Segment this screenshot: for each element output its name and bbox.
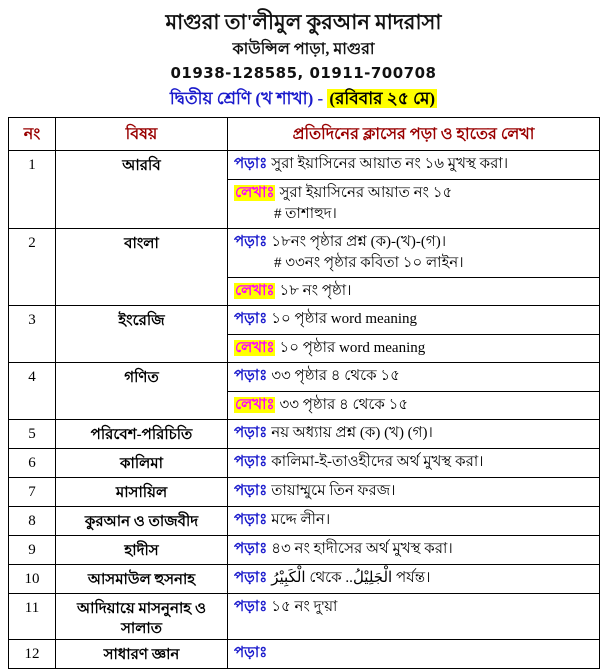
row-number: 6 [9, 449, 56, 478]
lesson-cell [228, 306, 600, 363]
read-label: পড়াঃ [234, 570, 268, 586]
read-label: পড়াঃ [234, 512, 268, 528]
read-entry [228, 306, 599, 334]
subject-cell: আসমাউল হুসনাহ [56, 565, 228, 594]
lesson-cell [228, 363, 600, 420]
read-text-arabic: الْكَبِيْرُ থেকে ..الْجَلِيْلُ পর্যন্ত। [271, 570, 431, 586]
read-text: সুরা ইয়াসিনের আয়াত নং ১৬ মুখস্থ করা। [271, 156, 509, 172]
read-entry [228, 507, 599, 535]
lesson-cell [228, 536, 600, 565]
table-row [9, 306, 600, 363]
table-row [9, 420, 600, 449]
subject-cell: কালিমা [56, 449, 228, 478]
read-entry [228, 565, 599, 593]
read-label: পড়াঃ [234, 234, 268, 250]
date-highlight: (রবিবার ২৫ মে) [329, 89, 436, 108]
lesson-cell [228, 151, 600, 229]
read-entry [228, 363, 599, 391]
write-label: লেখাঃ [235, 340, 275, 356]
table-row [9, 363, 600, 420]
row-number: 8 [9, 507, 56, 536]
read-text: ১০ পৃষ্ঠার word meaning [271, 311, 418, 327]
write-text: সুরা ইয়াসিনের আয়াত নং ১৫ [279, 185, 453, 201]
col-header-subject: বিষয় [56, 118, 228, 151]
write-label: লেখাঃ [235, 283, 275, 299]
class-line [0, 86, 607, 111]
lesson-cell [228, 449, 600, 478]
read-entry [228, 594, 599, 622]
write-text-line2: # তাশাহুদ। [274, 206, 337, 222]
read-label: পড়াঃ [234, 454, 268, 470]
row-number: 7 [9, 478, 56, 507]
document-header [0, 7, 607, 111]
read-label: পড়াঃ [234, 483, 268, 499]
table-row [9, 507, 600, 536]
subject-cell: হাদীস [56, 536, 228, 565]
lesson-cell [228, 420, 600, 449]
read-text: নয় অধ্যায় প্রশ্ন (ক) (খ) (গ)। [271, 425, 433, 441]
row-number: 3 [9, 306, 56, 363]
subject-cell: আদিয়ায়ে মাসনুনাহ ও সালাত [56, 594, 228, 640]
read-entry [228, 151, 599, 179]
write-text: ১০ পৃষ্ঠার word meaning [279, 340, 426, 356]
class-section-label: দ্বিতীয় শ্রেণি (খ শাখা) - [169, 89, 328, 108]
table-row [9, 536, 600, 565]
table-row [9, 594, 600, 640]
read-entry [228, 229, 599, 277]
col-header-serial: নং [9, 118, 56, 151]
write-text: ৩৩ পৃষ্ঠার ৪ থেকে ১৫ [279, 397, 409, 413]
table-row [9, 449, 600, 478]
read-label: পড়াঃ [234, 368, 268, 384]
subject-cell: বাংলা [56, 229, 228, 306]
read-text: ১৮নং পৃষ্ঠার প্রশ্ন (ক)-(খ)-(গ)। [271, 234, 447, 250]
subject-cell: পরিবেশ-পরিচিতি [56, 420, 228, 449]
lesson-cell [228, 229, 600, 306]
row-number: 12 [9, 640, 56, 669]
homework-table [8, 117, 600, 669]
read-label: পড়াঃ [234, 311, 268, 327]
lesson-cell [228, 565, 600, 594]
subject-cell: কুরআন ও তাজবীদ [56, 507, 228, 536]
table-row [9, 229, 600, 306]
read-text: কালিমা-ই-তাওহীদের অর্থ মুখস্থ করা। [271, 454, 484, 470]
table-header-row [9, 118, 600, 151]
read-label: পড়াঃ [234, 599, 268, 615]
row-number: 10 [9, 565, 56, 594]
read-text-line2: # ৩৩নং পৃষ্ঠার কবিতা ১০ লাইন। [274, 255, 464, 271]
read-text: ৪৩ নং হাদীসের অর্থ মুখস্থ করা। [271, 541, 453, 557]
write-text: ১৮ নং পৃষ্ঠা। [279, 283, 352, 299]
row-number: 1 [9, 151, 56, 229]
subject-cell: গণিত [56, 363, 228, 420]
read-label: পড়াঃ [234, 425, 268, 441]
subject-cell: মাসায়িল [56, 478, 228, 507]
lesson-cell [228, 640, 600, 669]
read-text: তায়াম্মুমে তিন ফরজ। [271, 483, 396, 499]
read-label: পড়াঃ [234, 645, 268, 661]
write-entry [228, 334, 599, 362]
table-row [9, 640, 600, 669]
read-entry [228, 478, 599, 506]
read-label: পড়াঃ [234, 541, 268, 557]
lesson-cell [228, 507, 600, 536]
school-name: মাগুরা তা'লীমুল কুরআন মাদরাসা [165, 10, 442, 34]
lesson-cell [228, 594, 600, 640]
read-entry [228, 640, 599, 668]
table-row [9, 478, 600, 507]
table-row [9, 565, 600, 594]
read-entry [228, 536, 599, 564]
school-address: কাউন্সিল পাড়া, মাগুরা [232, 41, 375, 58]
subject-cell: ইংরেজি [56, 306, 228, 363]
read-label: পড়াঃ [234, 156, 268, 172]
row-number: 11 [9, 594, 56, 640]
read-entry [228, 420, 599, 448]
row-number: 9 [9, 536, 56, 565]
read-text: ১৫ নং দু'য়া [271, 599, 338, 615]
lesson-cell [228, 478, 600, 507]
write-entry [228, 277, 599, 305]
phone-numbers: 01938-128585, 01911-700708 [170, 64, 437, 82]
row-number: 4 [9, 363, 56, 420]
row-number: 2 [9, 229, 56, 306]
write-entry [228, 391, 599, 419]
read-text: ৩৩ পৃষ্ঠার ৪ থেকে ১৫ [271, 368, 400, 384]
write-entry [228, 179, 599, 228]
col-header-lesson: প্রতিদিনের ক্লাসের পড়া ও হাতের লেখা [228, 118, 600, 151]
write-label: লেখাঃ [235, 185, 275, 201]
subject-cell: আরবি [56, 151, 228, 229]
row-number: 5 [9, 420, 56, 449]
table-row [9, 151, 600, 229]
subject-cell: সাধারণ জ্ঞান [56, 640, 228, 669]
write-label: লেখাঃ [235, 397, 275, 413]
read-entry [228, 449, 599, 477]
read-text: মদ্দে লীন। [271, 512, 331, 528]
